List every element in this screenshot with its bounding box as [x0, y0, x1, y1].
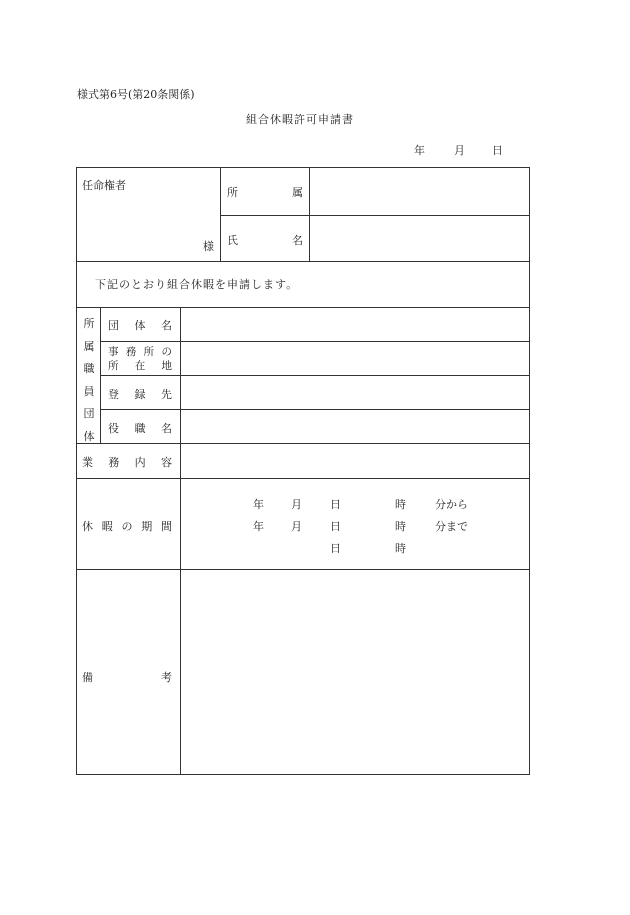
org-name-field[interactable]	[182, 309, 528, 340]
honorific-sama: 様	[203, 240, 214, 253]
position-field[interactable]	[182, 411, 528, 442]
name-label: 氏 名	[227, 234, 303, 247]
period-to-hour: 時	[395, 520, 406, 533]
date-month: 月	[454, 144, 465, 157]
appointing-authority-label: 任命権者	[82, 179, 126, 192]
form-title: 組合休暇許可申請書	[246, 113, 354, 126]
period-to-day: 日	[330, 520, 341, 533]
business-content-label: 業 務 内 容	[82, 456, 172, 469]
affiliation-field[interactable]	[311, 169, 528, 214]
application-statement: 下記のとおり組合休暇を申請します。	[95, 278, 299, 291]
period-from-tail: 分から	[435, 498, 468, 511]
date-year: 年	[414, 144, 425, 157]
member-group-vertical-label: 所 属 職 員 団 体	[83, 317, 95, 443]
period-to-tail: 分まで	[435, 520, 468, 533]
period-duration-day: 日	[330, 542, 341, 555]
form-number: 様式第6号(第20条関係)	[77, 88, 195, 101]
office-location-label-line2: 所 在 地	[108, 360, 172, 372]
position-label: 役 職 名	[108, 422, 172, 435]
leave-period-label: 休 暇 の 期 間	[82, 520, 172, 533]
registration-label: 登 録 先	[108, 388, 172, 401]
remarks-label: 備 考	[82, 671, 172, 684]
office-location-label-line1: 事 務 所 の	[108, 346, 172, 358]
period-to-month: 月	[291, 520, 302, 533]
office-location-field[interactable]	[182, 343, 528, 374]
period-to-year: 年	[253, 520, 264, 533]
affiliation-label: 所 属	[227, 186, 303, 199]
business-content-field[interactable]	[182, 445, 528, 477]
period-duration-hour: 時	[395, 542, 406, 555]
org-name-label: 団 体 名	[108, 319, 172, 332]
period-from-year: 年	[253, 498, 264, 511]
period-from-month: 月	[291, 498, 302, 511]
period-from-day: 日	[330, 498, 341, 511]
date-day: 日	[492, 144, 503, 157]
period-from-hour: 時	[395, 498, 406, 511]
registration-field[interactable]	[182, 377, 528, 408]
name-field[interactable]	[311, 217, 528, 260]
remarks-field[interactable]	[182, 571, 528, 773]
